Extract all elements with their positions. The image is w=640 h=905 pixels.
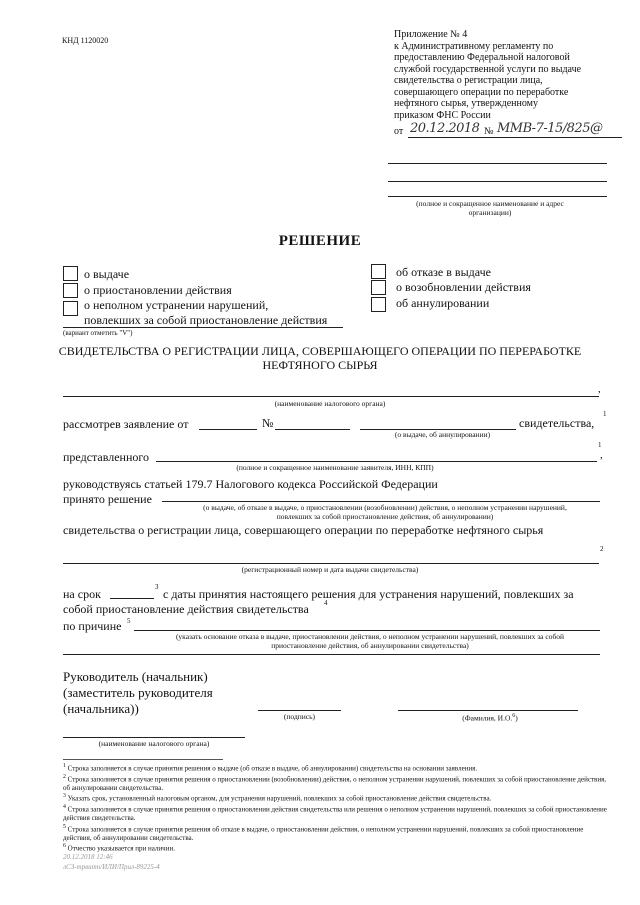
- footnote-number: 6: [63, 843, 66, 850]
- footnote-text: Указать срок, установленный налоговым органом, для устранения нарушений, повлекших за собой приостановление действия свидетельства.: [67, 794, 492, 803]
- reason-caption-line: (указать основание отказа в выдаче, приостановлении действия, о неполном устранении нарушений, повлекших за собой: [175, 632, 565, 641]
- print-timestamp: 20.12.2018 12:46: [63, 853, 113, 861]
- footnotes: [63, 762, 613, 853]
- registration-caption: (регистрационный номер и дата выдачи свидетельства): [241, 565, 419, 574]
- application-number-sign: №: [262, 416, 274, 430]
- option-incomplete-label: о неполном устранении нарушений,: [84, 298, 269, 312]
- decision-label: принято решение: [63, 492, 152, 506]
- registration-field[interactable]: [63, 563, 599, 564]
- checkbox-annul[interactable]: [371, 297, 386, 312]
- term-label: на срок: [63, 587, 101, 601]
- footnote-ref-2: 2: [600, 545, 604, 553]
- reason-caption: [140, 632, 600, 650]
- option-refuse-label: об отказе в выдаче: [396, 265, 491, 279]
- applicant-caption: (полное и сокращенное наименование заявителя, ИНН, КПП): [236, 463, 434, 472]
- head-line: (заместитель руководителя: [63, 685, 213, 700]
- decision-caption-line: повлекших за собой приостановление действия, об аннулировании): [276, 512, 494, 521]
- bottom-authority-field[interactable]: [63, 737, 245, 738]
- bottom-authority-caption: (наименование налогового органа): [98, 739, 210, 748]
- footnote-text: Строка заполняется в случае принятия решения о выдаче (об отказе в выдаче, об аннулировании) свидетельства на основании заявления.: [67, 764, 478, 773]
- head-title: [63, 669, 213, 717]
- term-text-2: собой приостановление действия свидетельства: [63, 602, 309, 616]
- footnote-ref-1b: 1: [598, 441, 602, 449]
- appendix-line: нефтяного сырья, утвержденному: [394, 98, 538, 109]
- option-issue-label: о выдаче: [84, 267, 130, 281]
- reason-caption-line: приостановление действия, об аннулировании свидетельства): [271, 641, 469, 650]
- footnote-item: [63, 762, 613, 773]
- decision-field[interactable]: [162, 501, 600, 502]
- option-resume-label: о возобновлении действия: [396, 280, 531, 294]
- head-line: (начальника)): [63, 701, 139, 716]
- org-line-3[interactable]: [388, 196, 607, 197]
- checkbox-refuse[interactable]: [371, 264, 386, 279]
- submitted-label: представленного: [63, 450, 150, 464]
- footnote-item: [63, 842, 613, 853]
- head-line: Руководитель (начальник): [63, 669, 208, 684]
- appendix-line: свидетельства о регистрации лица,: [394, 75, 543, 86]
- footnote-text: Отчество указывается при наличии.: [67, 844, 175, 853]
- order-number-sign: №: [484, 126, 494, 137]
- checkbox-issue[interactable]: [63, 266, 78, 281]
- knd-code: КНД 1120020: [62, 36, 109, 45]
- footnote-ref-3: 3: [155, 583, 159, 591]
- checkbox-suspend[interactable]: [63, 283, 78, 298]
- org-line-2[interactable]: [388, 181, 607, 182]
- full-name-caption: (Фамилия, И.О.$^6$): [462, 713, 518, 723]
- footnote-number: 2: [63, 773, 66, 780]
- signature-field[interactable]: [258, 710, 341, 711]
- tax-authority-line[interactable]: [63, 396, 599, 397]
- appendix-line: Приложение № 4: [394, 29, 468, 40]
- appendix-line: приказом ФНС России: [394, 109, 491, 121]
- subject-line-1: СВИДЕТЕЛЬСТВА О РЕГИСТРАЦИИ ЛИЦА, СОВЕРШАЮЩЕГО ОПЕРАЦИИ ПО ПЕРЕРАБОТКЕ: [58, 344, 582, 358]
- variant-note: (вариант отметить "V"): [63, 329, 133, 337]
- footnote-number: 5: [63, 823, 66, 830]
- footnote-item: [63, 823, 613, 843]
- tax-authority-caption: (наименование налогового органа): [274, 399, 386, 408]
- footnote-text: Строка заполняется в случае принятия решения об отказе в выдаче, о приостановлении действия, о неполном устранении нарушений, повлекших за собой приостановление действия, об аннулировании свидетельства.: [63, 825, 584, 842]
- considered-label: рассмотрев заявление от: [63, 417, 189, 431]
- footnote-number: 3: [63, 793, 66, 800]
- checkbox-resume[interactable]: [371, 280, 386, 295]
- footnote-divider: [63, 759, 223, 760]
- order-number: ММВ-7-15/825@: [497, 121, 603, 136]
- footnote-ref-1: 1: [603, 410, 607, 418]
- decision-caption-line: (о выдаче, об отказе в выдаче, о приостановлении (возобновлении) действия, о неполном устранении нарушений,: [203, 503, 567, 512]
- signature-caption: (подпись): [283, 712, 316, 721]
- application-date-field[interactable]: [199, 429, 257, 430]
- footnote-text: Строка заполняется в случае принятия решения о приостановлении действия свидетельства или решения о неполном устранении нарушений, повлекших за собой приостановление действия свидетельства.: [63, 805, 607, 823]
- appendix-line: к Административному регламенту по: [394, 40, 554, 52]
- applicant-field[interactable]: [156, 461, 597, 462]
- footnote-ref-6: 6: [512, 713, 516, 719]
- footnote-item: [63, 803, 613, 823]
- full-name-field[interactable]: [398, 710, 578, 711]
- appendix-line: службой государственной услуги по выдаче: [394, 63, 582, 75]
- comma: ,: [600, 449, 603, 461]
- org-caption: (полное и сокращенное наименование и адрес организации): [416, 199, 564, 217]
- footnote-number: 1: [63, 763, 66, 769]
- checkbox-incomplete[interactable]: [63, 301, 78, 316]
- appendix-line: совершающего операции по переработке: [394, 86, 569, 98]
- footnote-ref-5: 5: [127, 617, 131, 625]
- form-title: РЕШЕНИЕ: [278, 233, 362, 249]
- order-from-label: от: [394, 126, 404, 137]
- footnote-text: Строка заполняется в случае принятия решения о приостановлении (возобновлении) действия, о неполном устранении нарушений, повлекших за собой приостановление действия, об аннулировании свидетельства.: [63, 775, 607, 792]
- footnote-ref-4: 4: [324, 599, 328, 607]
- decision-caption: [165, 503, 605, 521]
- reason-field[interactable]: [134, 630, 600, 631]
- option-incomplete-label-2: повлекших за собой приостановление действия: [84, 313, 328, 327]
- comma: ,: [598, 383, 601, 395]
- options-divider: [63, 327, 343, 328]
- org-line-1[interactable]: [388, 163, 607, 164]
- appendix-block: [394, 29, 624, 121]
- option-suspend-label: о приостановлении действия: [84, 283, 232, 297]
- reason-label: по причине: [63, 619, 122, 633]
- full-name-caption-text: (Фамилия, И.О.: [462, 713, 513, 723]
- term-text: с даты принятия настоящего решения для устранения нарушений, повлекших за: [163, 587, 574, 601]
- guided-text: руководствуясь статьей 179.7 Налогового кодекса Российской Федерации: [63, 477, 438, 491]
- footnote-number: 4: [63, 804, 66, 811]
- footnote-item: [63, 792, 613, 803]
- issue-type-caption: (о выдаче, об аннулировании): [394, 430, 491, 439]
- order-date: 20.12.2018: [410, 121, 480, 136]
- application-number-field[interactable]: [275, 429, 350, 430]
- appendix-line: предоставлению Федеральной налоговой: [394, 52, 570, 63]
- order-underline: [408, 137, 622, 138]
- footnote-item: [63, 773, 613, 793]
- term-field[interactable]: [110, 598, 154, 599]
- reason-extra-line[interactable]: [63, 654, 600, 655]
- certificate-text: свидетельства о регистрации лица, совершающего операции по переработке нефтяного сырья: [63, 523, 544, 537]
- option-annul-label: об аннулировании: [396, 296, 490, 310]
- document-reference: лСЗ-трвитп/ИЛИ/Прил-89225-4: [63, 863, 160, 871]
- subject-line-2: НЕФТЯНОГО СЫРЬЯ: [262, 358, 378, 372]
- certificate-word: свидетельства,: [519, 416, 595, 430]
